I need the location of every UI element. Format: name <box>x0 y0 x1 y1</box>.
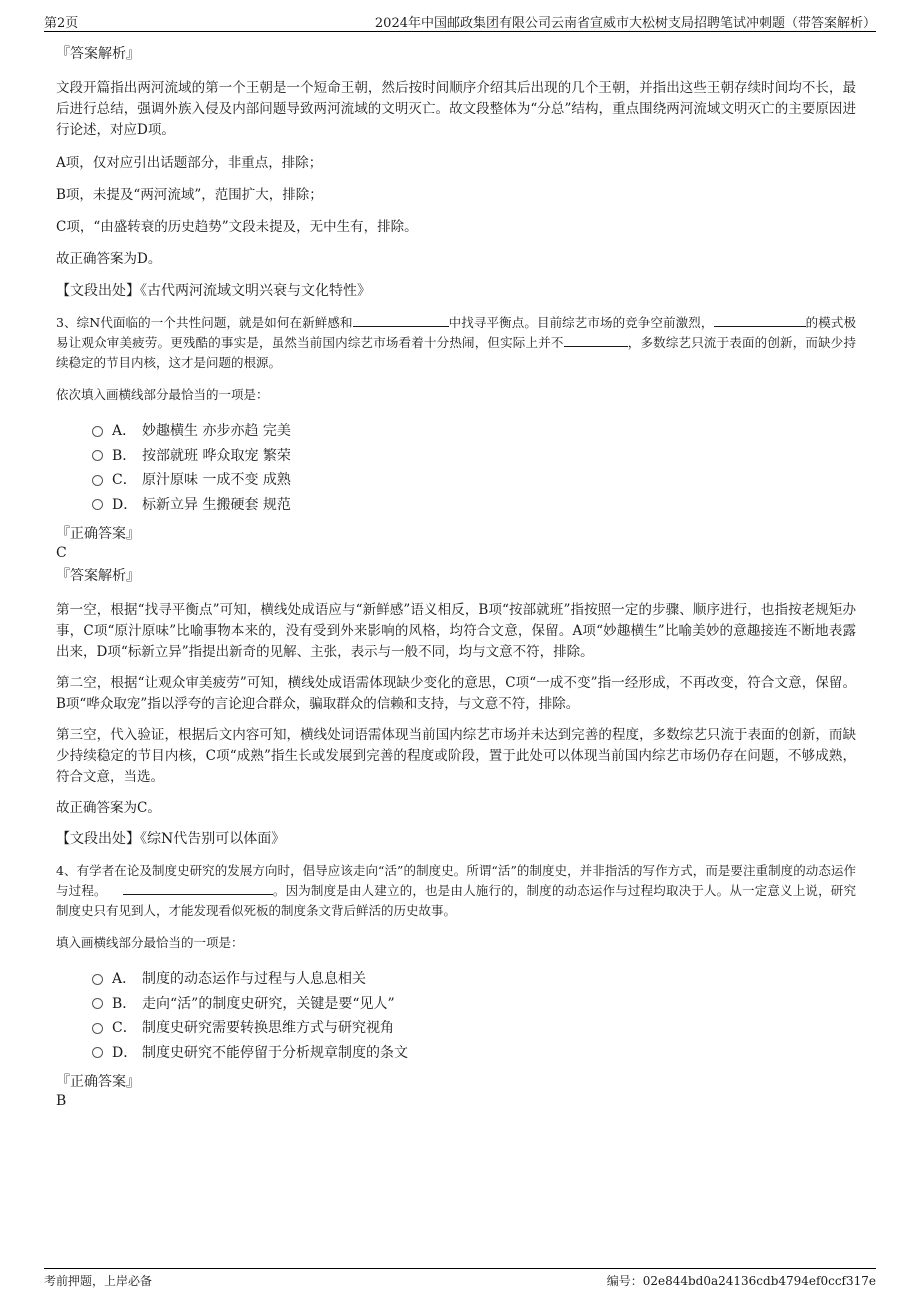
q3-stem <box>56 313 856 373</box>
q3-options <box>92 419 856 517</box>
q3-option-c[interactable] <box>92 468 856 493</box>
radio-icon[interactable] <box>92 426 103 437</box>
q3-analysis-p2: 第二空，根据“让观众审美疲劳”可知，横线处成语需体现缺少变化的意思，C项“一成不变”指一经形成，不再改变，符合文意，保留。B项“哗众取宠”指以浮夸的言论迎合群众，骗取群众的信赖和支持，与文意不符，排除。 <box>56 675 856 712</box>
q4-correct-label: 『正确答案』 <box>56 1074 140 1090</box>
option-text: 标新立异 生搬硬套 规范 <box>142 496 291 513</box>
q2-analysis-p3: B项，未提及“两河流域”，范围扩大，排除； <box>56 187 323 203</box>
q3-analysis-p3: 第三空，代入验证，根据后文内容可知，横线处词语需体现当前国内综艺市场并未达到完善的程度，多数综艺只流于表面的创新，而缺少持续稳定的节目内核，C项“成熟”指生长或发展到完善的程度或阶段，置于此处可以体现当前国内综艺市场仍存在问题，不够成熟，符合文意，当选。 <box>56 727 856 785</box>
q3-analysis-label: 『答案解析』 <box>56 568 140 584</box>
q3-option-a[interactable] <box>92 419 856 444</box>
option-letter: A． <box>112 971 137 987</box>
q4-stem <box>56 861 856 921</box>
q2-analysis-p5: 故正确答案为D。 <box>56 251 162 267</box>
blank-line <box>123 881 273 895</box>
option-text: 原汁原味 一成不变 成熟 <box>142 472 291 488</box>
option-letter: C． <box>112 472 137 488</box>
document-title: 2024年中国邮政集团有限公司云南省宣威市大松树支局招聘笔试冲刺题（带答案解析） <box>374 16 876 31</box>
radio-icon[interactable] <box>92 974 103 985</box>
option-text: 妙趣横生 亦步亦趋 完美 <box>142 423 291 439</box>
option-letter: D． <box>112 1044 138 1061</box>
document-body <box>56 44 856 1114</box>
option-letter: B． <box>112 447 137 464</box>
q3-analysis-p1: 第一空，根据“找寻平衡点”可知，横线处成语应与“新鲜感”语义相反，B项“按部就班”指按照一定的步骤、顺序进行，也指按老规矩办事，C项“原汁原味”比喻事物本来的，没有受到外来影响的风格，均符合文意，保留。A项“妙趣横生”比喻美妙的意趣接连不断地表露出来，D项“标新立异”指提出新奇的见解、主张，表示与一般不同，均与文意不符，排除。 <box>56 602 856 660</box>
document-id: 编号：02e844bd0a24136cdb4794ef0ccf317e <box>606 1274 876 1288</box>
q2-analysis-p4: C项，“由盛转衰的历史趋势”文段未提及，无中生有，排除。 <box>56 219 418 235</box>
q4-option-a[interactable] <box>92 967 856 992</box>
q4-option-c[interactable] <box>92 1016 856 1041</box>
option-letter: C． <box>112 1020 137 1036</box>
radio-icon[interactable] <box>92 1047 103 1058</box>
page-header <box>44 10 876 32</box>
q2-source: 【文段出处】《古代两河流域文明兴衰与文化特性》 <box>56 283 371 299</box>
q3-stem-text: 的模式极易让观众审美疲劳。更残酷的事实是，虽然当前国内综艺市场看着十分热闹，但实际上并不 <box>56 315 856 350</box>
blank-line <box>564 333 628 347</box>
q4-option-b[interactable] <box>92 992 856 1017</box>
page-footer <box>44 1268 876 1290</box>
q3-stem-text: 3、综N代面临的一个共性问题，就是如何在新鲜感和 <box>56 315 353 330</box>
radio-icon[interactable] <box>92 1023 103 1034</box>
q3-source: 【文段出处】《综N代告别可以体面》 <box>56 831 286 847</box>
option-text: 制度史研究需要转换思维方式与研究视角 <box>142 1020 394 1036</box>
q4-correct-answer: B <box>56 1093 67 1109</box>
q2-analysis-p1: 文段开篇指出两河流域的第一个王朝是一个短命王朝，然后按时间顺序介绍其后出现的几个王朝，并指出这些王朝存续时间均不长，最后进行总结，强调外族入侵及内部问题导致两河流域的文明灭亡。故文段整体为“分总”结构，重点围绕两河流域文明灭亡的主要原因进行论述，对应D项。 <box>56 80 856 138</box>
radio-icon[interactable] <box>92 998 103 1009</box>
q2-analysis-p2: A项，仅对应引出话题部分，非重点，排除； <box>56 155 323 171</box>
option-letter: A． <box>112 423 137 439</box>
blank-line <box>353 313 449 327</box>
q3-analysis-p4: 故正确答案为C。 <box>56 800 161 816</box>
option-text: 走向“活”的制度史研究，关键是要“见人” <box>142 995 395 1012</box>
q4-stem-text: 。因为制度是由人建立的，也是由人施行的，制度的动态运作与过程均取决于人。从一定意义上说，研究制度史只有见到人，才能发现看似死板的制度条文背后鲜活的历史故事。 <box>56 883 856 918</box>
q3-option-d[interactable] <box>92 493 856 518</box>
footer-slogan: 考前押题，上岸必备 <box>44 1274 153 1288</box>
q3-correct-label: 『正确答案』 <box>56 526 140 542</box>
option-letter: B． <box>112 995 137 1012</box>
q4-stem-text: 4、有学者在论及制度史研究的发展方向时，倡导应该走向“活”的制度史。所谓“活”的制度史，并非指活的写作方式，而是要注重制度的动态运作与过程。 <box>56 863 856 898</box>
radio-icon[interactable] <box>92 499 103 510</box>
q2-analysis-label: 『答案解析』 <box>56 46 140 62</box>
q4-option-d[interactable] <box>92 1041 856 1066</box>
blank-line <box>714 313 806 327</box>
page-number: 第2页 <box>44 16 79 31</box>
q4-prompt: 填入画横线部分最恰当的一项是： <box>56 935 244 950</box>
q3-correct-answer: C <box>56 545 67 561</box>
radio-icon[interactable] <box>92 475 103 486</box>
q4-options <box>92 967 856 1065</box>
q3-option-b[interactable] <box>92 444 856 469</box>
option-text: 按部就班 哗众取宠 繁荣 <box>142 447 291 464</box>
option-text: 制度的动态运作与过程与人息息相关 <box>142 971 366 987</box>
option-letter: D． <box>112 496 138 513</box>
radio-icon[interactable] <box>92 450 103 461</box>
q3-stem-text: 中找寻平衡点。目前综艺市场的竞争空前激烈， <box>448 315 714 330</box>
q3-stem-text: ，多数综艺只流于表面的创新，而缺少持续稳定的节目内核，这才是问题的根源。 <box>56 335 856 370</box>
option-text: 制度史研究不能停留于分析规章制度的条文 <box>142 1044 408 1061</box>
q3-prompt: 依次填入画横线部分最恰当的一项是： <box>56 387 269 402</box>
